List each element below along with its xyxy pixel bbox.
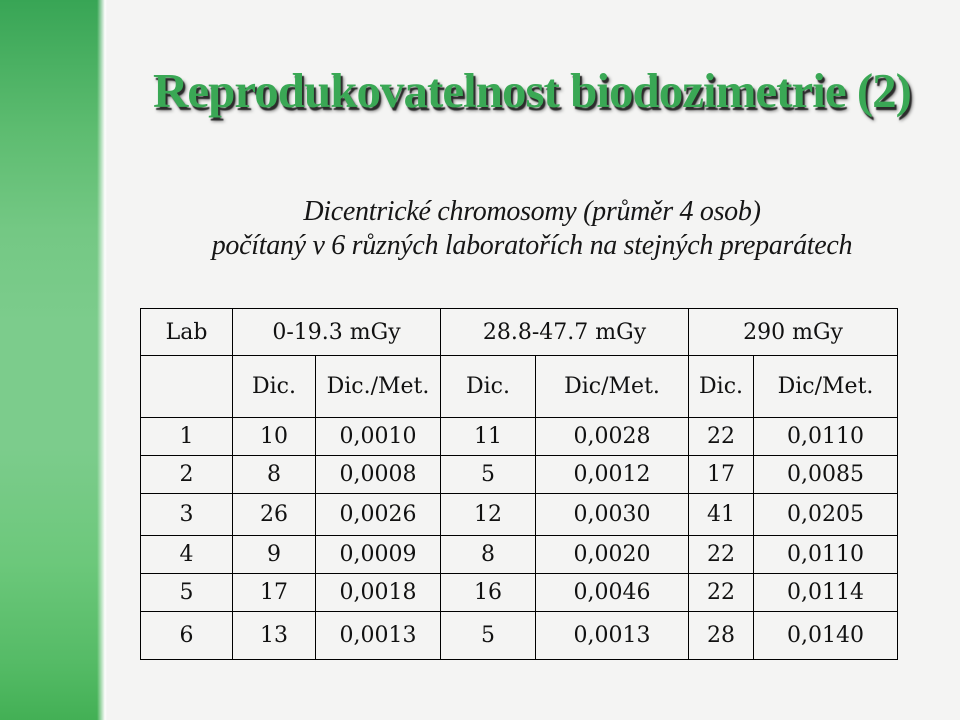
value-cell: 0,0008 [316,456,441,494]
value-cell: 5 [441,612,536,660]
table-row [141,418,898,456]
value-cell: 0,0013 [536,612,689,660]
table-row [141,612,898,660]
value-cell: 9 [233,536,316,574]
value-cell: 0,0030 [536,494,689,536]
value-cell: 0,0012 [536,456,689,494]
subheader-row [141,356,898,418]
value-cell: 0,0110 [754,418,898,456]
value-cell: 0,0028 [536,418,689,456]
empty-corner-cell [141,356,233,418]
value-cell: 0,0010 [316,418,441,456]
lab-cell: 4 [141,536,233,574]
value-cell: 22 [689,574,754,612]
value-cell: 0,0114 [754,574,898,612]
value-cell: 0,0085 [754,456,898,494]
group-header-row [141,309,898,356]
value-cell: 10 [233,418,316,456]
lab-cell: 3 [141,494,233,536]
value-cell: 8 [233,456,316,494]
subheader-dicmet-1: Dic./Met. [316,356,441,418]
value-cell: 26 [233,494,316,536]
lab-cell: 6 [141,612,233,660]
value-cell: 8 [441,536,536,574]
value-cell: 16 [441,574,536,612]
value-cell: 0,0205 [754,494,898,536]
table-row [141,456,898,494]
subheader-dic-1: Dic. [233,356,316,418]
value-cell: 5 [441,456,536,494]
subtitle-line-1: Dicentrické chromosomy (průměr 4 osob) [303,196,761,227]
group-header-dose-1: 0-19.3 mGy [233,309,441,356]
value-cell: 0,0110 [754,536,898,574]
slide-title: Reprodukovatelnost biodozimetrie (2) [153,63,911,118]
value-cell: 17 [233,574,316,612]
results-table [140,308,898,660]
value-cell: 0,0020 [536,536,689,574]
table-row [141,536,898,574]
value-cell: 0,0018 [316,574,441,612]
value-cell: 0,0009 [316,536,441,574]
value-cell: 17 [689,456,754,494]
table-row [141,494,898,536]
slide-subtitle [104,195,960,262]
lab-cell: 1 [141,418,233,456]
left-accent-bar [0,0,107,720]
lab-cell: 5 [141,574,233,612]
subheader-dicmet-2: Dic/Met. [536,356,689,418]
value-cell: 22 [689,536,754,574]
lab-cell: 2 [141,456,233,494]
value-cell: 41 [689,494,754,536]
value-cell: 13 [233,612,316,660]
lab-header-cell: Lab [141,309,233,356]
value-cell: 0,0026 [316,494,441,536]
subheader-dicmet-3: Dic/Met. [754,356,898,418]
subtitle-line-2: počítaný v 6 různých laboratořích na stejných preparátech [211,229,853,261]
group-header-dose-3: 290 mGy [689,309,898,356]
subheader-dic-3: Dic. [689,356,754,418]
value-cell: 0,0013 [316,612,441,660]
value-cell: 28 [689,612,754,660]
group-header-dose-2: 28.8-47.7 mGy [441,309,689,356]
value-cell: 0,0140 [754,612,898,660]
subheader-dic-2: Dic. [441,356,536,418]
value-cell: 11 [441,418,536,456]
value-cell: 0,0046 [536,574,689,612]
table-row [141,574,898,612]
value-cell: 22 [689,418,754,456]
value-cell: 12 [441,494,536,536]
